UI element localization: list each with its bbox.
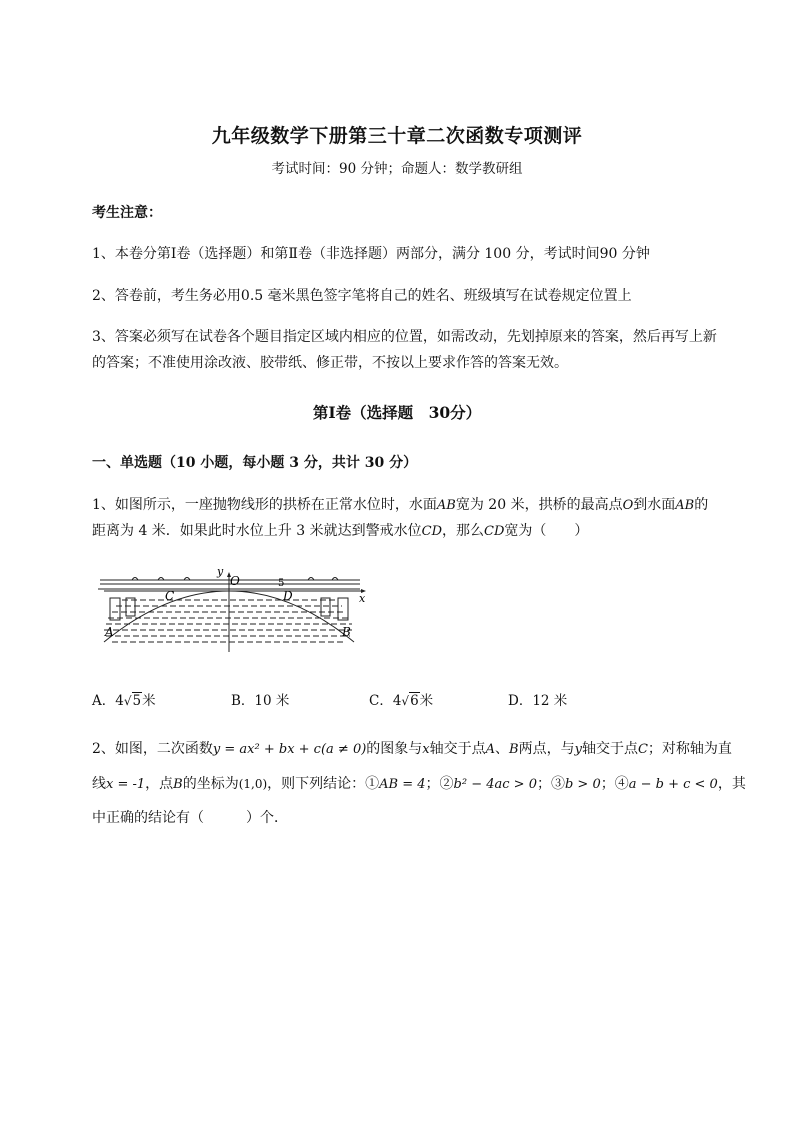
q2-line-3: 中正确的结论有（ ）个． [92, 810, 288, 826]
fig-label-o: O [230, 574, 240, 588]
q2-line-1: 2、如图，二次函数y = ax² + bx + c(a ≠ 0)的图象与x轴交于点A、B两点，与y轴交于点C；对称轴为直 [92, 741, 732, 757]
section-title: 第Ⅰ卷（选择题 30分） [312, 403, 482, 422]
fig-label-a: A [105, 625, 114, 639]
q1-option-d[interactable]: D．12 米 [508, 693, 568, 709]
notice-item-2: 2、答卷前，考生务必用0.5 毫米黑色签字笔将自己的姓名、班级填写在试卷规定位置上 [92, 288, 632, 304]
q1-line-1: 1、如图所示，一座抛物线形的拱桥在正常水位时，水面AB宽为 20 米，拱桥的最高点O到水面AB的 [92, 497, 709, 513]
fig-label-x: x [359, 592, 366, 605]
fig-label-c: C [165, 589, 175, 603]
q1-option-a[interactable]: A．4√5米 [92, 693, 156, 709]
exam-info: 考试时间：90 分钟；命题人：数学教研组 [271, 161, 523, 177]
fig-label-y: y [217, 565, 224, 578]
fig-label-d: D [283, 589, 293, 603]
notice-item-1: 1、本卷分第Ⅰ卷（选择题）和第Ⅱ卷（非选择题）两部分，满分 100 分，考试时间90 分钟 [92, 246, 650, 262]
part-title: 一、单选题（10 小题，每小题 3 分，共计 30 分） [92, 455, 418, 471]
q2-line-2: 线x = -1，点B的坐标为(1,0)，则下列结论：①AB = 4；②b² − 4ac > 0；③b > 0；④a − b + c < 0，其 [92, 776, 746, 792]
notice-item-3-line-1: 3、答案必须写在试卷各个题目指定区域内相应的位置，如需改动，先划掉原来的答案，然后再写上新 [92, 329, 717, 345]
notice-heading: 考生注意： [92, 205, 162, 221]
q1-option-c[interactable]: C．4√6米 [369, 693, 434, 709]
fig-label-b: B [342, 625, 351, 639]
q1-line-2: 距离为 4 米．如果此时水位上升 3 米就达到警戒水位CD，那么CD宽为（ ） [92, 523, 589, 539]
q1-option-b[interactable]: B．10 米 [231, 693, 290, 709]
page-title: 九年级数学下册第三十章二次函数专项测评 [211, 125, 583, 147]
fig-label-five: 5 [278, 578, 285, 589]
notice-item-3-line-2: 的答案；不准使用涂改液、胶带纸、修正带，不按以上要求作答的答案无效。 [92, 355, 568, 371]
bridge-figure [96, 562, 376, 654]
